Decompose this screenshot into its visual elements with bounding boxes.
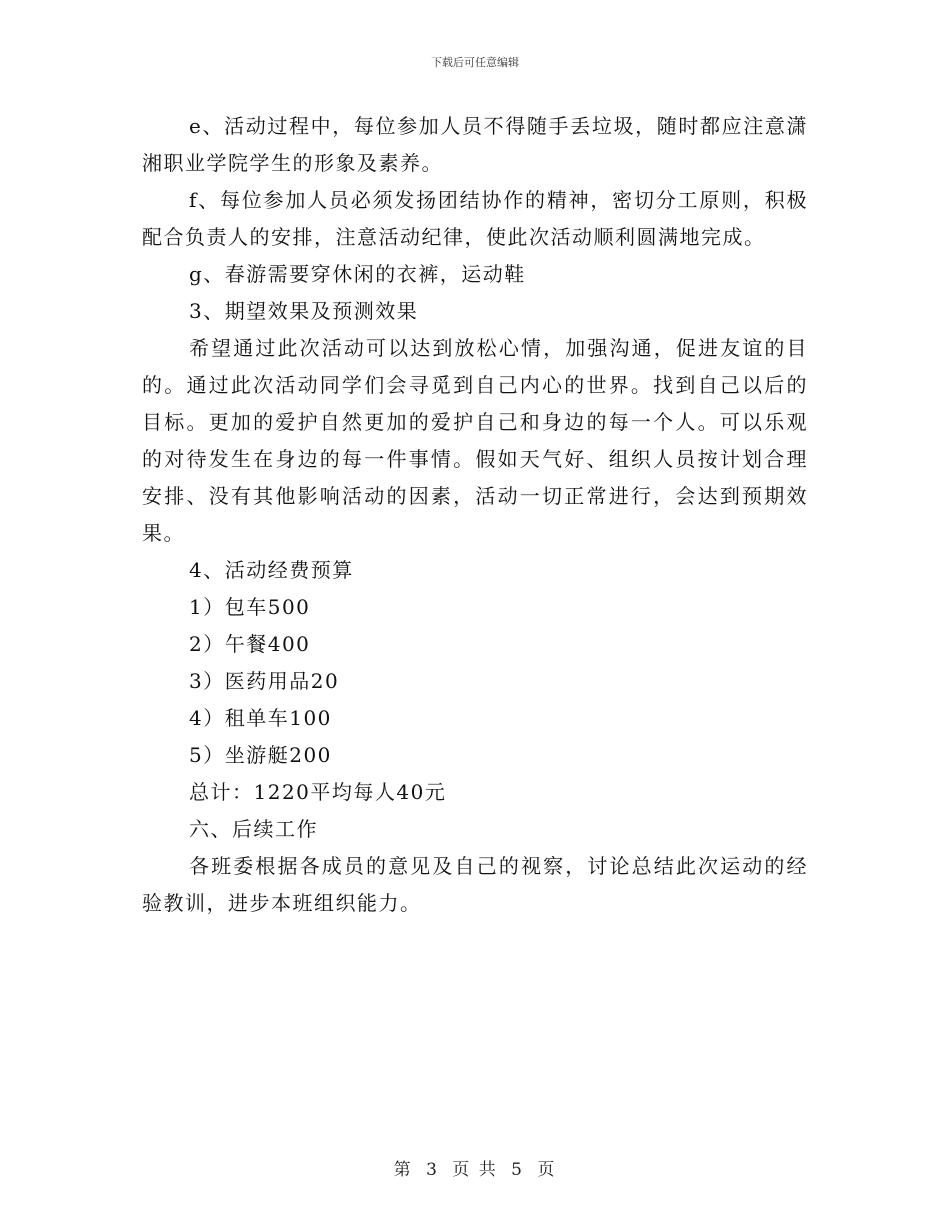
header-note: 下载后可任意编辑 [431,56,519,69]
footer-total-pages: 5 [511,1160,524,1180]
document-body [142,108,808,922]
paragraph-expected-effect: 希望通过此次活动可以达到放松心情，加强沟通，促进友谊的目的。通过此次活动同学们会寻觅到自己内心的世界。找到自己以后的目标。更加的爱护自然更加的爱护自己和身边的每一个人。可以乐观的对待发生在身边的每一件事情。假如天气好、组织人员按计划合理安排、没有其他影响活动的因素，活动一切正常进行，会达到预期效果。 [142,336,808,545]
footer-suffix: 页 [537,1160,557,1180]
footer-prefix: 第 [393,1160,413,1180]
footer-middle: 页 共 [452,1160,498,1180]
section-heading-budget: 4、活动经费预算 [189,558,354,582]
budget-item-boat: 5）坐游艇200 [189,743,332,767]
budget-item-medical: 3）医药用品20 [189,669,340,693]
budget-item-bike: 4）租单车100 [189,706,332,730]
paragraph-follow-up: 各班委根据各成员的意见及自己的视察，讨论总结此次运动的经验教训，进步本班组织能力。 [142,854,808,915]
budget-total: 总计：1220平均每人40元 [189,780,447,804]
paragraph-activity-rule-g: g、春游需要穿休闲的衣裤，运动鞋 [189,262,526,286]
budget-item-lunch: 2）午餐400 [189,632,311,656]
section-heading-follow-up: 六、后续工作 [189,817,318,841]
footer-current-page: 3 [426,1160,439,1180]
paragraph-activity-rule-f: f、每位参加人员必须发扬团结协作的精神，密切分工原则，积极配合负责人的安排，注意活动纪律，使此次活动顺利圆满地完成。 [142,188,808,249]
paragraph-activity-rule-e: e、活动过程中，每位参加人员不得随手丢垃圾，随时都应注意潇湘职业学院学生的形象及素养。 [142,114,808,175]
section-heading-expected-effect: 3、期望效果及预测效果 [189,299,419,323]
budget-item-bus: 1）包车500 [189,595,311,619]
page-footer [0,1155,950,1180]
